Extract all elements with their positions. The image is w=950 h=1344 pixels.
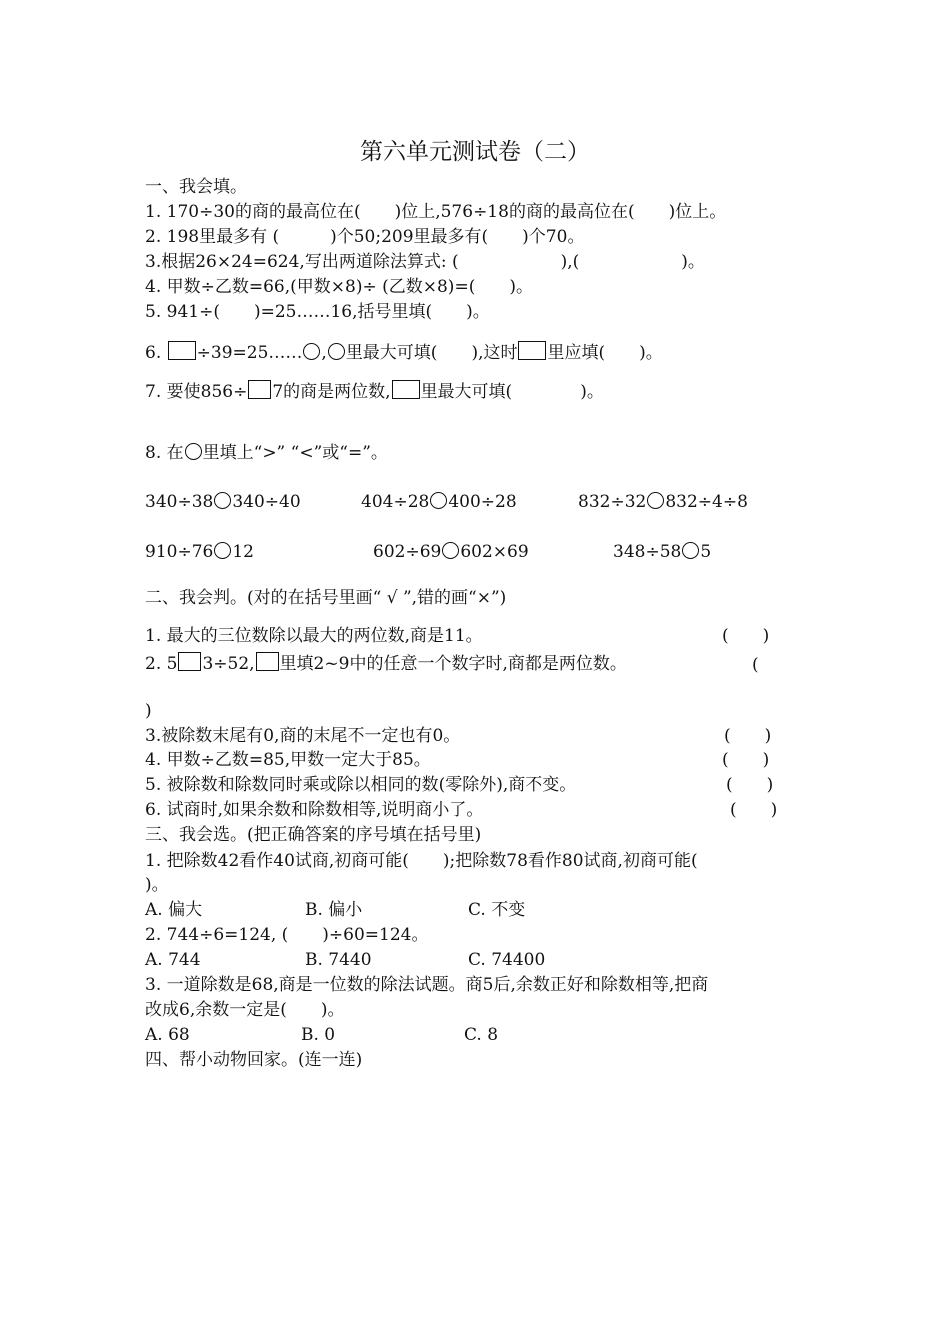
blank-square: [248, 380, 271, 399]
option-a: A. 68: [145, 1025, 190, 1045]
compare-circle: [214, 542, 231, 559]
option-b: B. 0: [301, 1025, 336, 1045]
blank-square: [178, 652, 201, 671]
s2-question-1: 1. 最大的三位数除以最大的两位数,商是11。: [145, 626, 483, 646]
compare-item-2: 404÷28 400÷28: [361, 492, 517, 512]
page-title: 第六单元测试卷（二）: [360, 139, 590, 165]
compare-item-3: 832÷32 832÷4÷8: [578, 492, 748, 512]
judge-paren-close: ): [145, 701, 152, 721]
blank-circle: [328, 343, 345, 360]
s3-question-2: 2. 744÷6=124, ( )÷60=124。: [145, 925, 429, 945]
s1-question-1: 1. 170÷30的商的最高位在( )位上,576÷18的商的最高位在( )位上。: [145, 202, 727, 222]
compare-circle: [214, 492, 231, 509]
compare-circle: [430, 492, 447, 509]
option-a: A. 偏大: [145, 900, 203, 920]
option-a: A. 744: [145, 950, 201, 970]
judge-paren: ( ): [722, 626, 770, 646]
blank-square: [518, 341, 546, 360]
s1-question-7: 7. 要使856÷ 7的商是两位数, 里最大可填( )。: [145, 382, 604, 402]
s3-question-1: 1. 把除数42看作40试商,初商可能( );把除数78看作80试商,初商可能(: [145, 851, 698, 871]
option-c: C. 8: [464, 1025, 499, 1045]
compare-item-6: 348÷58 5: [613, 542, 712, 562]
option-c: C. 不变: [468, 900, 526, 920]
s2-question-5: 5. 被除数和除数同时乘或除以相同的数(零除外),商不变。: [145, 775, 577, 795]
compare-circle: [647, 492, 664, 509]
compare-circle: [682, 542, 699, 559]
blank-circle: [185, 443, 202, 460]
blank-square: [168, 341, 196, 360]
judge-paren-open: (: [752, 655, 759, 675]
compare-item-5: 602÷69 602×69: [373, 542, 529, 562]
judge-paren: ( ): [722, 750, 770, 770]
s1-question-4: 4. 甲数÷乙数=66,(甲数×8)÷ (乙数×8)=( )。: [145, 277, 533, 297]
compare-circle: [442, 542, 459, 559]
section-1-heading: 一、我会填。: [145, 177, 247, 197]
blank-square: [392, 380, 420, 399]
s3-question-3: 3. 一道除数是68,商是一位数的除法试题。商5后,余数正好和除数相等,把商: [145, 975, 709, 995]
s1-question-6: 6. ÷39=25…… , 里最大可填( ),这时 里应填( )。: [145, 343, 663, 363]
s1-question-2: 2. 198里最多有 ( )个50;209里最多有( )个70。: [145, 227, 585, 247]
section-4-heading: 四、帮小动物回家。(连一连): [145, 1050, 363, 1070]
section-3-heading: 三、我会选。(把正确答案的序号填在括号里): [145, 825, 482, 845]
blank-square: [256, 652, 279, 671]
s3-question-1-cont: )。: [145, 875, 169, 895]
compare-item-4: 910÷76 12: [145, 542, 254, 562]
blank-circle: [303, 343, 320, 360]
judge-paren: ( ): [726, 775, 774, 795]
judge-paren: ( ): [730, 800, 778, 820]
s1-question-8: 8. 在 里填上“>” “<”或“=”。: [145, 443, 388, 463]
s2-question-2: 2. 5 3÷52, 里填2~9中的任意一个数字时,商都是两位数。: [145, 654, 627, 674]
s2-question-4: 4. 甲数÷乙数=85,甲数一定大于85。: [145, 750, 431, 770]
section-2-heading: 二、我会判。(对的在括号里画“ √ ”,错的画“×”): [145, 588, 507, 608]
compare-item-1: 340÷38 340÷40: [145, 492, 301, 512]
s2-question-6: 6. 试商时,如果余数和除数相等,说明商小了。: [145, 800, 484, 820]
s3-question-3-cont: 改成6,余数一定是( )。: [145, 1000, 345, 1020]
option-b: B. 7440: [305, 950, 372, 970]
judge-paren: ( ): [724, 726, 772, 746]
s2-question-3: 3.被除数末尾有0,商的末尾不一定也有0。: [145, 726, 461, 746]
option-c: C. 74400: [468, 950, 546, 970]
s1-question-3: 3.根据26×24=624,写出两道除法算式: ( ),( )。: [145, 252, 705, 272]
s1-question-5: 5. 941÷( )=25……16,括号里填( )。: [145, 302, 490, 322]
option-b: B. 偏小: [305, 900, 363, 920]
